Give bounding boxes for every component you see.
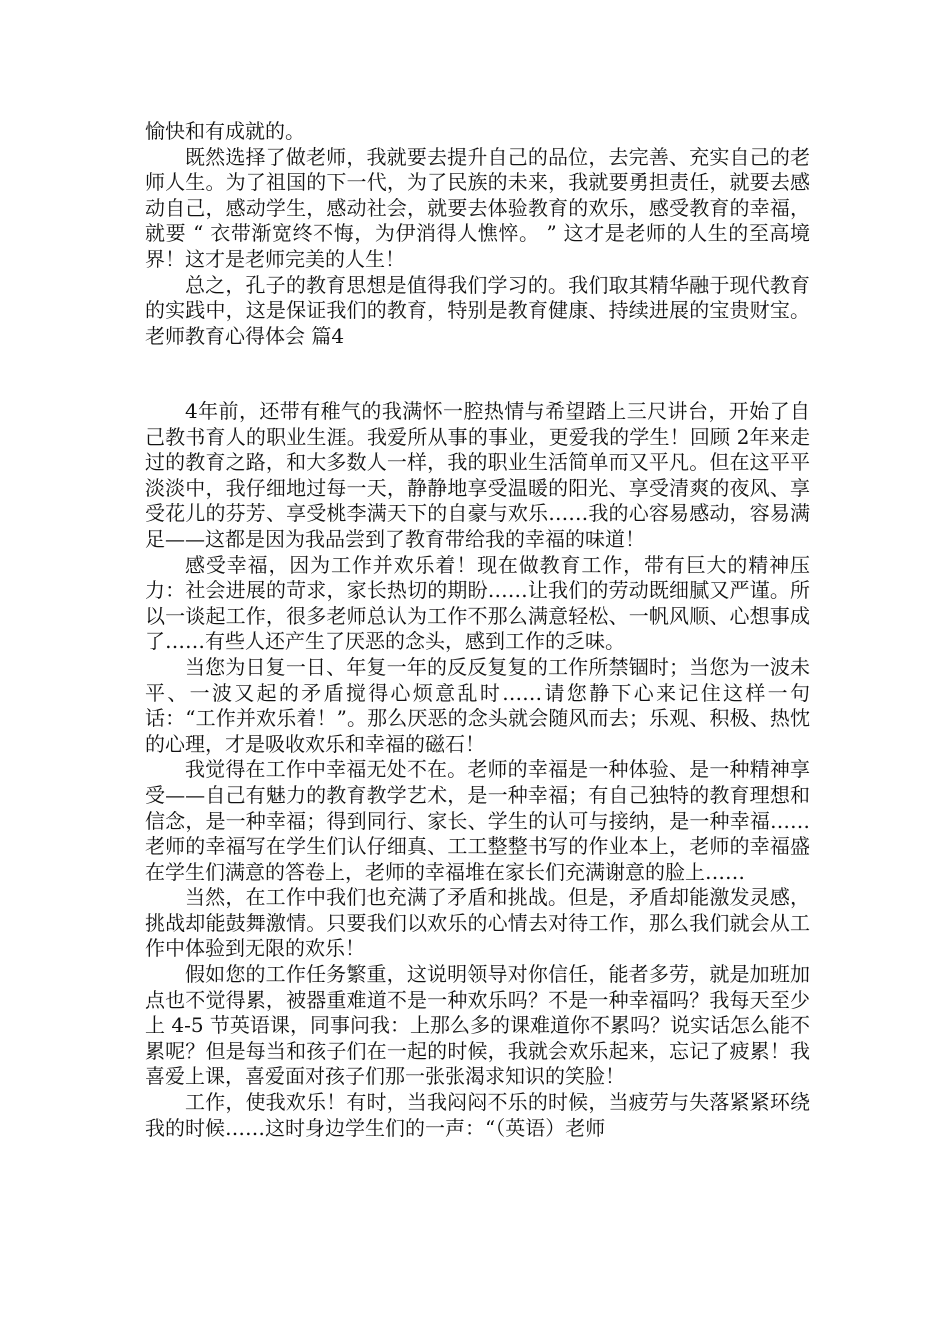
paragraph: 当您为日复一日、年复一年的反反复复的工作所禁锢时；当您为一波未平、一波又起的矛盾搅得心烦意乱时……请您静下心来记住这样一句话：“工作并欢乐着！”。那么厌恶的念头就会随风而去；乐观、积极、热忱的心理，才是吸收欢乐和幸福的磁石！ bbox=[145, 654, 810, 756]
paragraph: 工作，使我欢乐！有时，当我闷闷不乐的时候，当疲劳与失落紧紧环绕我的时候……这时身边学生们的一声：“（英语）老师 bbox=[145, 1090, 810, 1140]
text-section-b bbox=[145, 399, 810, 1141]
paragraph: 4年前，还带有稚气的我满怀一腔热情与希望踏上三尺讲台，开始了自己教书育人的职业生涯。我爱所从事的事业，更爱我的学生！回顾 2年来走过的教育之路，和大多数人一样，我的职业生活简单而又平凡。但在这平平淡淡中，我仔细地过每一天，静静地享受温暖的阳光、享受清爽的夜风、享受花儿的芬芳、享受桃李满天下的自豪与欢乐……我的心容易感动，容易满足——这都是因为我品尝到了教育带给我的幸福的味道！ bbox=[145, 399, 810, 551]
paragraph: 当然，在工作中我们也充满了矛盾和挑战。但是，矛盾却能激发灵感，挑战却能鼓舞激情。只要我们以欢乐的心情去对待工作，那么我们就会从工作中体验到无限的欢乐！ bbox=[145, 885, 810, 961]
paragraph: 既然选择了做老师，我就要去提升自己的品位，去完善、充实自己的老师人生。为了祖国的下一代，为了民族的未来，我就要勇担责任，就要去感动自己，感动学生，感动社会，就要去体验教育的欢乐，感受教育的幸福，就要 “ 衣带渐宽终不悔，为伊消得人憔悴。 ” 这才是老师的人生的至高境界！这才是老师完美的人生！ bbox=[145, 144, 810, 271]
paragraph: 感受幸福，因为工作并欢乐着！现在做教育工作，带有巨大的精神压力：社会进展的苛求，家长热切的期盼……让我们的劳动既细腻又严谨。所以一谈起工作，很多老师总认为工作不那么满意轻松、一帆风顺、心想事成了……有些人还产生了厌恶的念头，感到工作的乏味。 bbox=[145, 552, 810, 654]
paragraph: 假如您的工作任务繁重，这说明领导对你信任，能者多劳，就是加班加点也不觉得累，被器重难道不是一种欢乐吗？不是一种幸福吗？我每天至少上 4-5 节英语课，同事问我：上那么多的课难道你不累吗？说实话怎么能不累呢？但是每当和孩子们在一起的时候，我就会欢乐起来，忘记了疲累！我喜爱上课，喜爱面对孩子们那一张张渴求知识的笑脸！ bbox=[145, 962, 810, 1089]
paragraph: 愉快和有成就的。 bbox=[145, 119, 305, 143]
text-section-a bbox=[145, 119, 810, 349]
paragraph: 我觉得在工作中幸福无处不在。老师的幸福是一种体验、是一种精神享受——自己有魅力的教育教学艺术，是一种幸福；有自己独特的教育理想和信念，是一种幸福；得到同行、家长、学生的认可与接纳，是一种幸福……老师的幸福写在学生们认仔细真、工工整整书写的作业本上，老师的幸福盛在学生们满意的答卷上，老师的幸福堆在家长们充满谢意的脸上…… bbox=[145, 757, 810, 884]
paragraph: 总之，孔子的教育思想是值得我们学习的。我们取其精华融于现代教育的实践中，这是保证我们的教育，特别是教育健康、持续进展的宝贵财宝。老师教育心得体会 篇4 bbox=[145, 272, 810, 348]
